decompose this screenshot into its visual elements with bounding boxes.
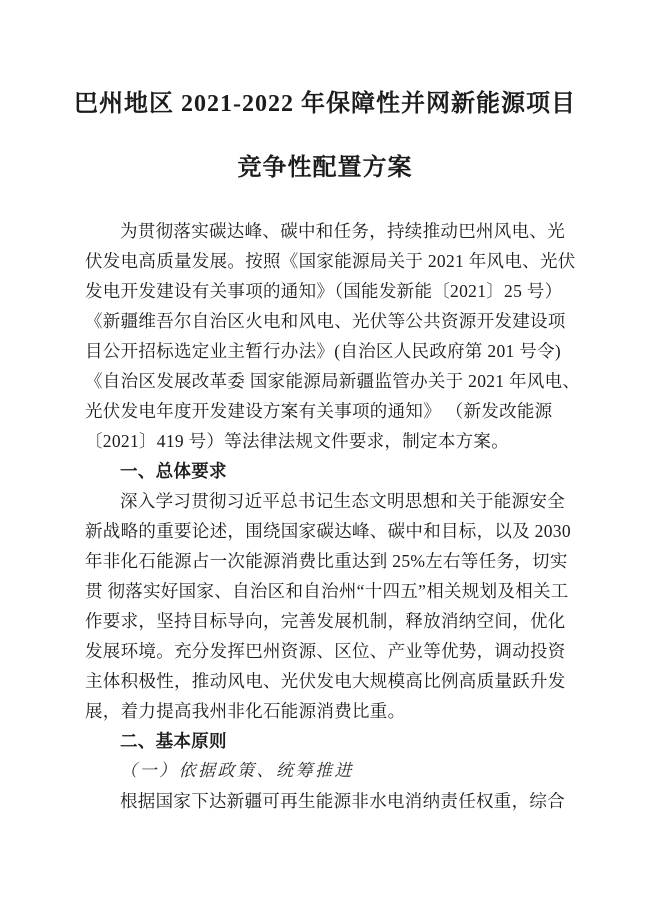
text-line: 展，着力提高我州非化石能源消费比重。: [85, 701, 406, 721]
paragraph-subheading: [85, 756, 565, 786]
document-title-line: 竞争性配置方案: [237, 155, 413, 181]
text-line: （一）依据政策、统筹推进: [120, 761, 354, 780]
document-body: [85, 216, 581, 816]
text-line: 主体积极性，推动风电、光伏发电大规模高比例高质量跃升发: [85, 671, 566, 691]
paragraph-body: [85, 486, 571, 726]
text-line: 贯 彻落实好国家、自治区和自治州“十四五”相关规划及相关工: [85, 581, 569, 601]
text-line: 二、基本原则: [120, 731, 227, 751]
text-line: 一、总体要求: [120, 461, 227, 481]
text-line: 根据国家下达新疆可再生能源非水电消纳责任权重，综合: [120, 791, 565, 811]
paragraph-body: [85, 786, 565, 816]
text-line: 发电开发建设有关事项的通知》（国能发新能〔2021〕25 号）: [85, 281, 563, 301]
text-line: 《自治区发展改革委 国家能源局新疆监管办关于 2021 年风电、: [85, 371, 581, 391]
paragraph-heading: [85, 726, 565, 756]
text-line: 新战略的重要论述，围绕国家碳达峰、碳中和目标，以及 2030: [85, 521, 571, 541]
paragraph-body: [85, 216, 581, 456]
paragraph-heading: [85, 456, 565, 486]
text-line: 伏发电高质量发展。按照《国家能源局关于 2021 年风电、光伏: [85, 251, 576, 271]
text-line: 目公开招标选定业主暂行办法》(自治区人民政府第 201 号令): [85, 341, 561, 361]
text-line: 光伏发电年度开发建设方案有关事项的通知》 （新发改能源: [85, 401, 553, 421]
text-line: 《新疆维吾尔自治区火电和风电、光伏等公共资源开发建设项: [85, 311, 566, 331]
text-line: 年非化石能源占一次能源消费比重达到 25%左右等任务，切实: [85, 551, 568, 571]
text-line: 深入学习贯彻习近平总书记生态文明思想和关于能源安全: [120, 491, 565, 511]
text-line: 〔2021〕419 号）等法律法规文件要求，制定本方案。: [85, 431, 510, 451]
document-title-line: 巴州地区 2021-2022 年保障性并网新能源项目: [74, 91, 576, 117]
text-line: 发展环境。充分发挥巴州资源、区位、产业等优势，调动投资: [85, 641, 566, 661]
document-title: [60, 72, 590, 200]
text-line: 作要求，坚持目标导向，完善发展机制，释放消纳空间，优化: [85, 611, 566, 631]
text-line: 为贯彻落实碳达峰、碳中和任务，持续推动巴州风电、光: [120, 221, 565, 241]
